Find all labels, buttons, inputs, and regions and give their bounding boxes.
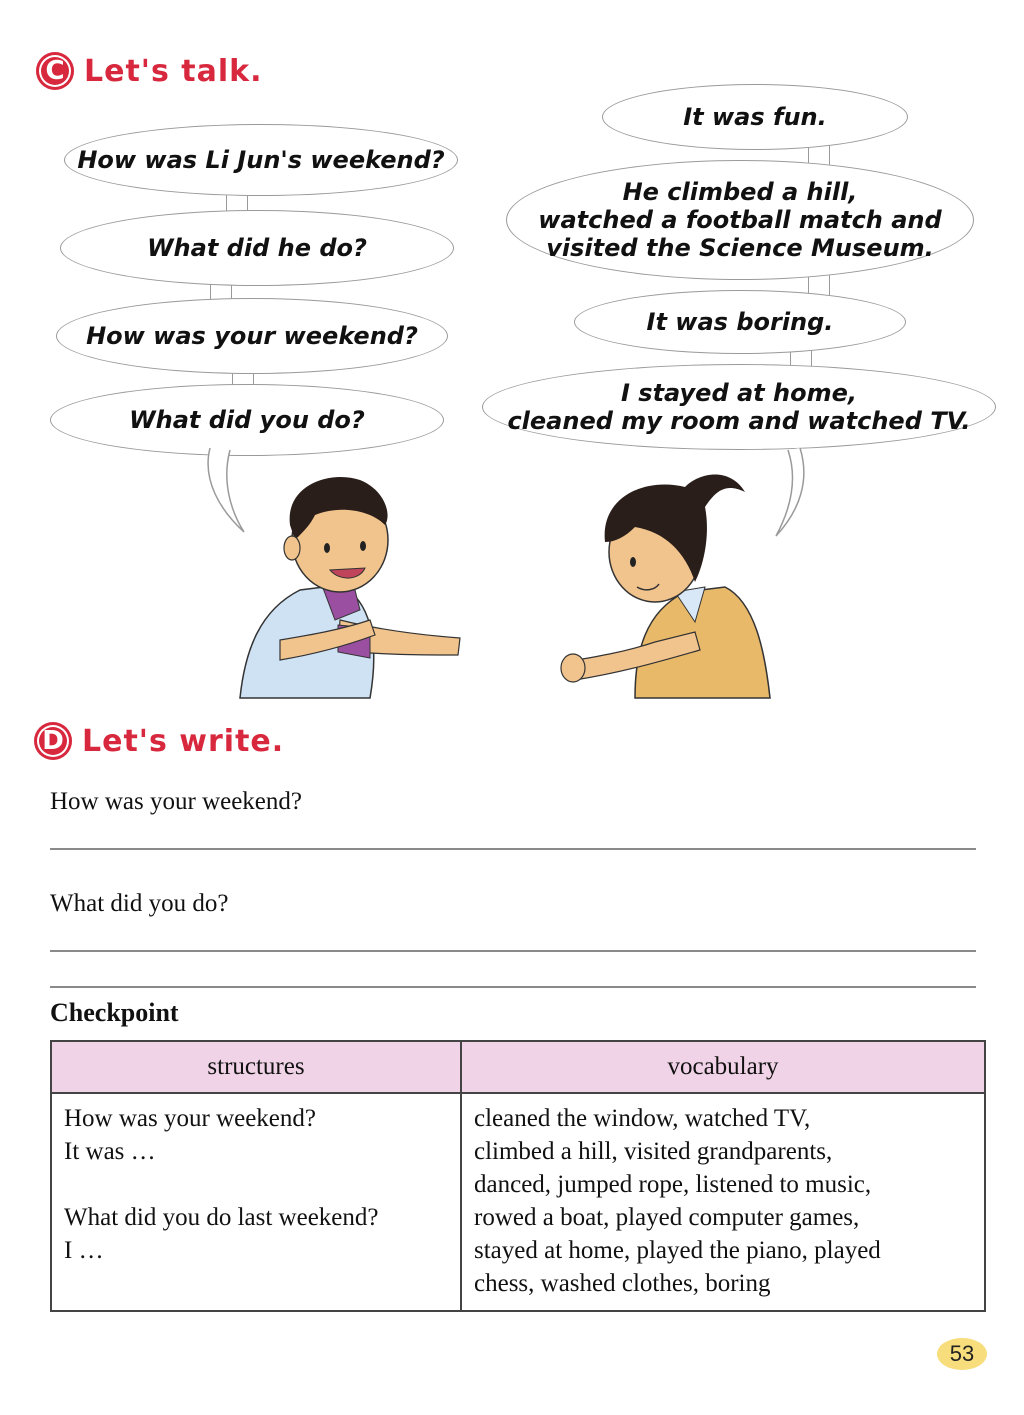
bubble-text: What did you do? bbox=[129, 406, 365, 434]
bubble-text: How was your weekend? bbox=[86, 322, 418, 350]
answer-line[interactable] bbox=[50, 950, 976, 952]
header-vocabulary: vocabulary bbox=[461, 1041, 985, 1093]
bubble-text-line: cleaned my room and watched TV. bbox=[507, 407, 971, 435]
answer-line[interactable] bbox=[50, 848, 976, 850]
speech-bubble bbox=[602, 84, 908, 150]
vocabulary-line: rowed a boat, played computer games, bbox=[474, 1204, 860, 1231]
section-d-title: Let's write. bbox=[82, 723, 285, 759]
write-prompt: What did you do? bbox=[50, 890, 229, 917]
bubble-text: It was fun. bbox=[683, 103, 827, 131]
answer-line[interactable] bbox=[50, 986, 976, 988]
bubble-text-line: I stayed at home, bbox=[621, 379, 857, 407]
vocabulary-line: stayed at home, played the piano, played bbox=[474, 1237, 881, 1264]
vocabulary-line: chess, washed clothes, boring bbox=[474, 1270, 771, 1297]
vocabulary-line: cleaned the window, watched TV, bbox=[474, 1105, 811, 1132]
speech-bubble bbox=[60, 210, 454, 286]
header-structures: structures bbox=[51, 1041, 461, 1093]
bubble-text-line: He climbed a hill, bbox=[622, 178, 858, 206]
section-d-heading bbox=[34, 722, 284, 760]
write-prompt: How was your weekend? bbox=[50, 788, 303, 815]
structures-cell bbox=[51, 1093, 461, 1311]
boy-illustration bbox=[220, 470, 470, 700]
structure-line: How was your weekend? bbox=[64, 1105, 317, 1132]
section-c-badge: C bbox=[36, 52, 74, 90]
speech-bubble bbox=[574, 290, 906, 354]
structure-line: What did you do last weekend? bbox=[64, 1204, 379, 1231]
speech-bubble bbox=[64, 124, 458, 196]
vocabulary-line: climbed a hill, visited grandparents, bbox=[474, 1138, 833, 1165]
speech-bubble bbox=[506, 160, 974, 280]
section-c-title: Let's talk. bbox=[84, 53, 263, 89]
vocabulary-cell bbox=[461, 1093, 985, 1311]
speech-bubble bbox=[56, 298, 448, 374]
bubble-text-line: watched a football match and bbox=[538, 206, 942, 234]
bubble-text: It was boring. bbox=[646, 308, 834, 336]
section-d-badge: D bbox=[34, 722, 72, 760]
structure-line bbox=[64, 1168, 448, 1201]
girl-illustration bbox=[555, 462, 780, 702]
table-header-row bbox=[51, 1041, 985, 1093]
page-number: 53 bbox=[937, 1338, 987, 1370]
bubble-text-line: visited the Science Museum. bbox=[546, 234, 934, 262]
structure-line: It was … bbox=[64, 1138, 156, 1165]
section-c-heading bbox=[36, 52, 263, 90]
bubble-text: How was Li Jun's weekend? bbox=[77, 146, 445, 174]
structure-line: I … bbox=[64, 1237, 104, 1264]
checkpoint-title: Checkpoint bbox=[50, 998, 179, 1027]
bubble-text: What did he do? bbox=[147, 234, 367, 262]
table-row bbox=[51, 1093, 985, 1311]
vocabulary-line: danced, jumped rope, listened to music, bbox=[474, 1171, 872, 1198]
speech-bubble bbox=[482, 364, 996, 450]
checkpoint-table bbox=[50, 1040, 986, 1312]
